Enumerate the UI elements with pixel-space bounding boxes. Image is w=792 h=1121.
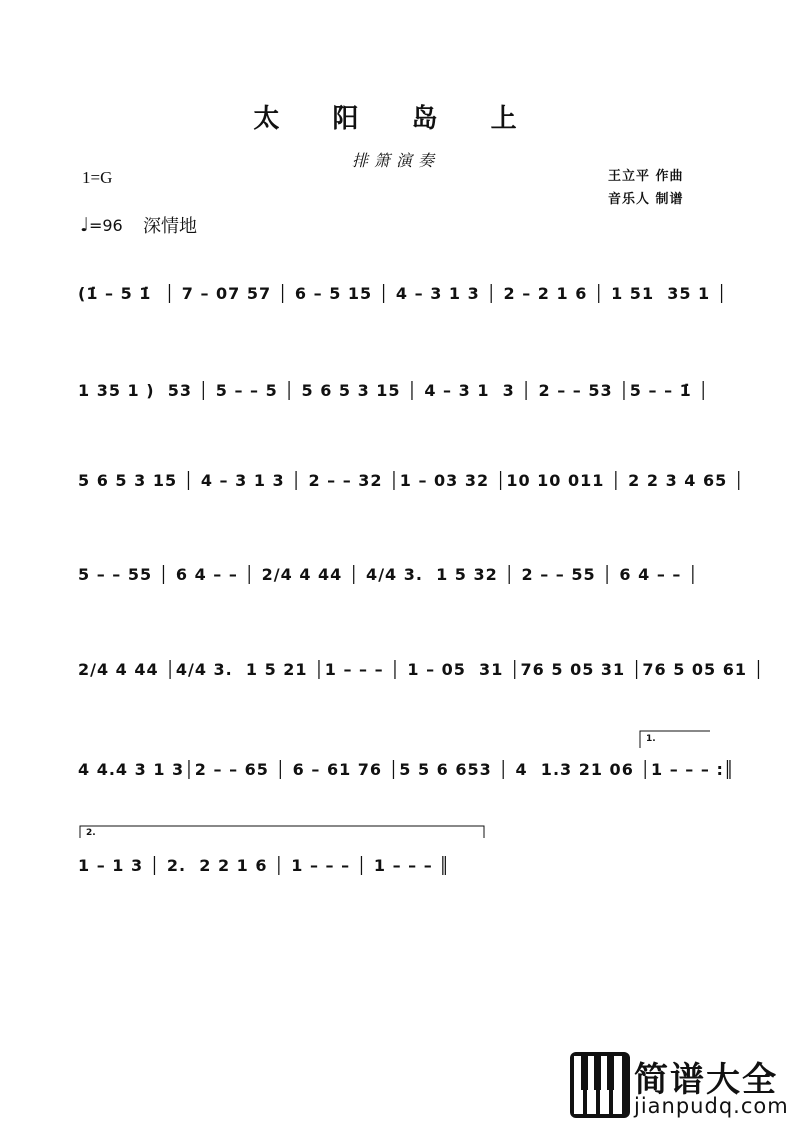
subtitle: 排箫演奏: [351, 151, 440, 170]
score-line-5: 2/4 4 44 │4/4 3. 1 5 21 │1 – – – │ 1 – 05 31 │76 5 05 31 │76 5 05 61 │: [78, 660, 765, 679]
score-line-3: 5 6 5 3 15 │ 4 – 3 1 3 │ 2 – – 32 │1 – 03 32 │10 10 011 │ 2 2 3 4 65 │: [78, 471, 745, 490]
composer-credit: 王立平 作曲: [608, 169, 684, 184]
score-line-6: 4 4.4 3 1 3│2 – – 65 │ 6 – 61 76 │5 5 6 653 │ 4 1.3 21 06 │1 – – – :║: [78, 760, 735, 779]
watermark-url: jianpudq.com: [634, 1094, 789, 1118]
watermark-brand: 简谱大全: [634, 1060, 778, 1100]
score-line-1: (1̇ – 5 1̇ │ 7 – 07 57 │ 6 – 5 15 │ 4 – 3 1 3 │ 2 – 2 1 6 │ 1 51 35 1 │: [78, 284, 728, 303]
tempo-value: =96: [88, 216, 123, 235]
expression-marking: 深情地: [143, 216, 197, 237]
volta-1-label: 1.: [646, 734, 656, 744]
key-signature: 1=G: [82, 168, 113, 187]
score-line-2: 1 35 1 ) 53 │ 5 – – 5 │ 5 6 5 3 15 │ 4 – 3 1 3 │ 2 – – 53 │5 – – 1̇ │: [78, 381, 709, 400]
page-title: 太 阳 岛 上: [253, 104, 539, 134]
tempo-marking: [80, 214, 123, 236]
score-line-7: 1 – 1 3 │ 2. 2 2 1 6 │ 1 – – – │ 1 – – – ║: [78, 856, 450, 875]
volta-2-label: 2.: [86, 828, 96, 838]
quarter-note-icon: ♩: [80, 214, 89, 236]
arranger-credit: 音乐人 制谱: [608, 192, 684, 207]
score-line-4: 5 – – 55 │ 6 4 – – │ 2/4 4 44 │ 4/4 3. 1 5 32 │ 2 – – 55 │ 6 4 – – │: [78, 565, 699, 584]
